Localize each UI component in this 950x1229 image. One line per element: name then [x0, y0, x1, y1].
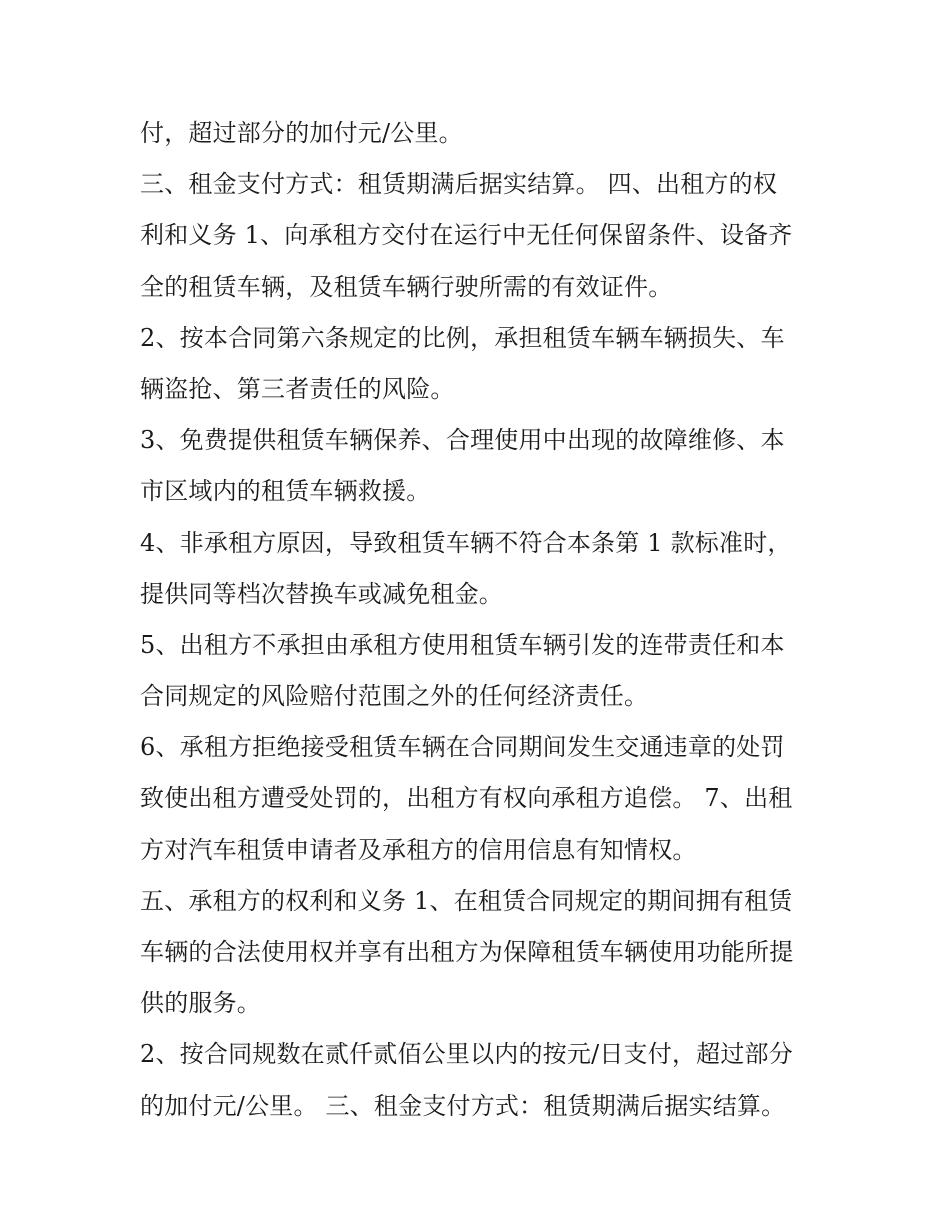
text-line: 6、承租方拒绝接受租赁车辆在合同期间发生交通违章的处罚 [140, 733, 785, 762]
text-line: 辆盗抢、第三者责任的风险。 [140, 374, 455, 403]
text-line: 的加付元/公里。 三、租金支付方式：租赁期满后据实结算。 [140, 1091, 786, 1120]
text-line: 合同规定的风险赔付范围之外的任何经济责任。 [140, 682, 649, 711]
text-line: 2、按合同规数在贰仟贰佰公里以内的按元/日支付，超过部分 [140, 1040, 793, 1069]
text-line: 2、按本合同第六条规定的比例，承担租赁车辆车辆损失、车 [140, 323, 785, 352]
text-line: 付，超过部分的加付元/公里。 [140, 119, 463, 147]
text-line: 3、免费提供租赁车辆保养、合理使用中出现的故障维修、本 [140, 426, 785, 455]
text-line: 供的服务。 [140, 989, 261, 1018]
text-line: 五、承租方的权利和义务 1、在租赁合同规定的期间拥有租赁 [140, 886, 793, 915]
text-line: 三、租金支付方式：租赁期满后据实结算。 四、出租方的权 [140, 170, 778, 199]
text-line: 致使出租方遭受处罚的，出租方有权向承租方追偿。 7、出租 [140, 784, 793, 813]
text-line: 4、非承租方原因，导致租赁车辆不符合本条第 1 款标准时， [140, 528, 792, 557]
text-line: 提供同等档次替换车或减免租金。 [140, 579, 503, 608]
text-line: 全的租赁车辆，及租赁车辆行驶所需的有效证件。 [140, 272, 673, 301]
contract-text [140, 108, 820, 1132]
text-line: 车辆的合法使用权并享有出租方为保障租赁车辆使用功能所提 [140, 938, 794, 966]
text-line: 5、出租方不承担由承租方使用租赁车辆引发的连带责任和本 [140, 630, 785, 659]
text-line: 方对汽车租赁申请者及承租方的信用信息有知情权。 [140, 835, 697, 864]
text-line: 利和义务 1、向承租方交付在运行中无任何保留条件、设备齐 [140, 221, 793, 250]
text-line: 市区域内的租赁车辆救援。 [140, 477, 431, 506]
